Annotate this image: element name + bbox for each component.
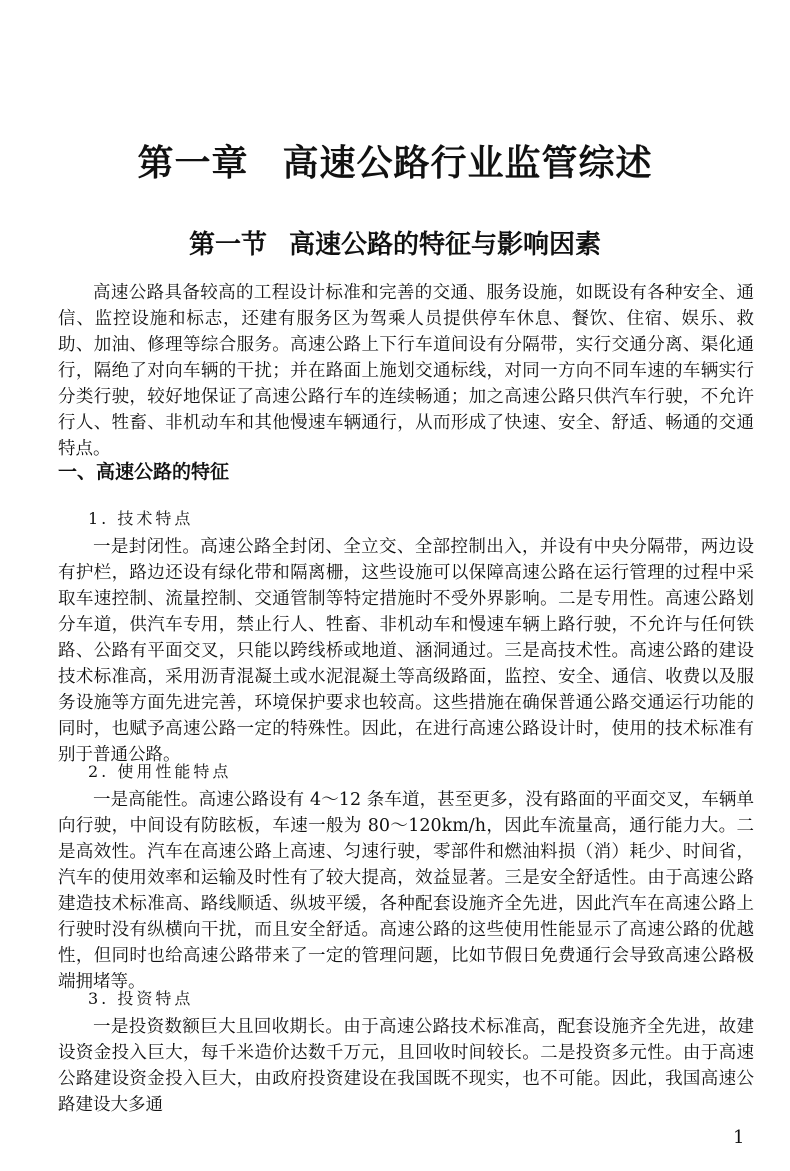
page-number: 1 — [733, 1127, 745, 1148]
subheading-usage: 2. 使用性能特点 — [88, 762, 232, 781]
section-title — [0, 224, 790, 261]
section-name: 高速公路的特征与影响因素 — [289, 230, 602, 260]
paragraph-usage: 一是高能性。高速公路设有 4～12 条车道，甚至更多，没有路面的平面交叉，车辆单向行驶，中间设有防眩板，车速一般为 80～120km/h，因此车流量高，通行能力大。二是高效性。汽车在高速公路上高速、匀速行驶，零部件和燃油料损（消）耗少、时间省，汽车的使用效率和运输及时性有了较大提高，效益显著。三是安全舒适性。由于高速公路建造技术标准高、路线顺适、纵坡平缓，各种配套设施齐全先进，因此汽车在高速公路上行驶时没有纵横向干扰，而且安全舒适。高速公路的这些使用性能显示了高速公路的优越性，但同时也给高速公路带来了一定的管理问题，比如节假日免费通行会导致高速公路极端拥堵等。 — [58, 790, 754, 992]
intro-paragraph: 高速公路具备较高的工程设计标准和完善的交通、服务设施，如既设有各种安全、通信、监控设施和标志，还建有服务区为驾乘人员提供停车休息、餐饮、住宿、娱乐、救助、加油、修理等综合服务。高速公路上下行车道间设有分隔带，实行交通分离、渠化通行，隔绝了对向车辆的干扰；并在路面上施划交通标线，对同一方向不同车速的车辆实行分类行驶，较好地保证了高速公路行车的连续畅通；加之高速公路只供汽车行驶，不允许行人、牲畜、非机动车和其他慢速车辆通行，从而形成了快速、安全、舒适、畅通的交通特点。 — [58, 283, 754, 459]
chapter-title — [0, 135, 790, 186]
subheading-investment: 3. 投资特点 — [88, 989, 194, 1008]
subheading-technical: 1. 技术特点 — [88, 509, 194, 528]
section-label: 第一节 — [188, 230, 267, 260]
chapter-name: 高速公路行业监管综述 — [282, 143, 653, 184]
heading-features: 一、高速公路的特征 — [58, 461, 230, 483]
paragraph-investment: 一是投资数额巨大且回收期长。由于高速公路技术标准高，配套设施齐全先进，故建设资金投入巨大，每千米造价达数千万元，且回收时间较长。二是投资多元性。由于高速公路建设资金投入巨大，由政府投资建设在我国既不现实，也不可能。因此，我国高速公路建设大多通 — [58, 1017, 754, 1115]
paragraph-technical: 一是封闭性。高速公路全封闭、全立交、全部控制出入，并设有中央分隔带，两边设有护栏，路边还设有绿化带和隔离栅，这些设施可以保障高速公路在运行管理的过程中采取车速控制、流量控制、交通管制等特定措施时不受外界影响。二是专用性。高速公路划分车道，供汽车专用，禁止行人、牲畜、非机动车和慢速车辆上路行驶，不允许与任何铁路、公路有平面交叉，只能以跨线桥或地道、涵洞通过。三是高技术性。高速公路的建设技术标准高，采用沥青混凝土或水泥混凝土等高级路面，监控、安全、通信、收费以及服务设施等方面先进完善，环境保护要求也较高。这些措施在确保普通公路交通运行功能的同时，也赋予高速公路一定的特殊性。因此，在进行高速公路设计时，使用的技术标准有别于普通公路。 — [58, 537, 754, 765]
chapter-label: 第一章 — [137, 143, 249, 184]
